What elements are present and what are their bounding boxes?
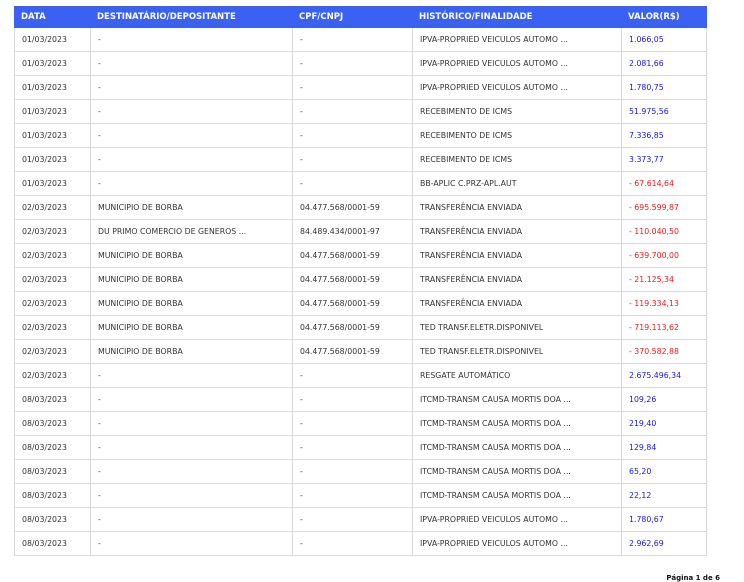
cpf-cnpj-cell: 04.477.568/0001-59 xyxy=(292,292,412,315)
header-recipient: DESTINATÁRIO/DEPOSITANTE xyxy=(97,12,236,22)
date-cell: 08/03/2023 xyxy=(14,436,90,459)
history-cell: ITCMD-TRANSM CAUSA MORTIS DOA ... xyxy=(412,412,621,435)
cpf-cnpj-cell: 04.477.568/0001-59 xyxy=(292,316,412,339)
table-row xyxy=(14,292,707,316)
history-cell: TRANSFERÊNCIA ENVIADA xyxy=(412,220,621,243)
history-cell: TRANSFERÊNCIA ENVIADA xyxy=(412,292,621,315)
history-cell: TRANSFERÊNCIA ENVIADA xyxy=(412,244,621,267)
table-row xyxy=(14,364,707,388)
date-cell: 02/03/2023 xyxy=(14,316,90,339)
recipient-cell: DU PRIMO COMERCIO DE GENEROS ... xyxy=(90,220,292,243)
header-history: HISTÓRICO/FINALIDADE xyxy=(419,12,533,22)
date-cell: 08/03/2023 xyxy=(14,388,90,411)
cpf-cnpj-cell: - xyxy=(292,148,412,171)
value-cell: - 119.334,13 xyxy=(621,292,707,315)
cpf-cnpj-cell: - xyxy=(292,460,412,483)
table-row xyxy=(14,460,707,484)
recipient-cell: MUNICIPIO DE BORBA xyxy=(90,316,292,339)
table-row xyxy=(14,100,707,124)
table-row xyxy=(14,28,707,52)
date-cell: 01/03/2023 xyxy=(14,28,90,51)
history-cell: TRANSFERÊNCIA ENVIADA xyxy=(412,268,621,291)
cpf-cnpj-cell: 04.477.568/0001-59 xyxy=(292,196,412,219)
date-cell: 01/03/2023 xyxy=(14,148,90,171)
cpf-cnpj-cell: - xyxy=(292,484,412,507)
date-cell: 02/03/2023 xyxy=(14,292,90,315)
header-date: DATA xyxy=(21,12,46,22)
recipient-cell: - xyxy=(90,532,292,555)
cpf-cnpj-cell: - xyxy=(292,388,412,411)
table-row xyxy=(14,532,707,556)
table-row xyxy=(14,220,707,244)
value-cell: - 21.125,34 xyxy=(621,268,707,291)
cpf-cnpj-cell: - xyxy=(292,436,412,459)
header-value: VALOR(R$) xyxy=(628,12,680,22)
value-cell: - 695.599,87 xyxy=(621,196,707,219)
history-cell: IPVA-PROPRIED VEICULOS AUTOMO ... xyxy=(412,76,621,99)
history-cell: TED TRANSF.ELETR.DISPONIVEL xyxy=(412,340,621,363)
table-row xyxy=(14,244,707,268)
history-cell: BB-APLIC C.PRZ-APL.AUT xyxy=(412,172,621,195)
recipient-cell: MUNICIPIO DE BORBA xyxy=(90,340,292,363)
cpf-cnpj-cell: 04.477.568/0001-59 xyxy=(292,340,412,363)
history-cell: TRANSFERÊNCIA ENVIADA xyxy=(412,196,621,219)
table-row xyxy=(14,436,707,460)
value-cell: 22,12 xyxy=(621,484,707,507)
recipient-cell: MUNICIPIO DE BORBA xyxy=(90,196,292,219)
history-cell: IPVA-PROPRIED VEICULOS AUTOMO ... xyxy=(412,532,621,555)
table-body xyxy=(14,28,707,556)
value-cell: 109,26 xyxy=(621,388,707,411)
value-cell: 7.336,85 xyxy=(621,124,707,147)
history-cell: RECEBIMENTO DE ICMS xyxy=(412,148,621,171)
value-cell: - 639.700,00 xyxy=(621,244,707,267)
cpf-cnpj-cell: - xyxy=(292,76,412,99)
value-cell: 129,84 xyxy=(621,436,707,459)
date-cell: 01/03/2023 xyxy=(14,172,90,195)
recipient-cell: - xyxy=(90,124,292,147)
recipient-cell: - xyxy=(90,436,292,459)
cpf-cnpj-cell: - xyxy=(292,364,412,387)
cpf-cnpj-cell: - xyxy=(292,412,412,435)
table-row xyxy=(14,316,707,340)
table-row xyxy=(14,196,707,220)
date-cell: 02/03/2023 xyxy=(14,268,90,291)
value-cell: 51.975,56 xyxy=(621,100,707,123)
page-indicator: Página 1 de 6 xyxy=(666,574,720,582)
table-row xyxy=(14,484,707,508)
recipient-cell: - xyxy=(90,412,292,435)
value-cell: 1.780,67 xyxy=(621,508,707,531)
date-cell: 01/03/2023 xyxy=(14,124,90,147)
recipient-cell: - xyxy=(90,508,292,531)
date-cell: 01/03/2023 xyxy=(14,76,90,99)
value-cell: 1.780,75 xyxy=(621,76,707,99)
value-cell: 1.066,05 xyxy=(621,28,707,51)
table-row xyxy=(14,412,707,436)
date-cell: 08/03/2023 xyxy=(14,460,90,483)
recipient-cell: - xyxy=(90,172,292,195)
recipient-cell: - xyxy=(90,388,292,411)
date-cell: 01/03/2023 xyxy=(14,52,90,75)
header-cpf-cnpj: CPF/CNPJ xyxy=(299,12,344,22)
date-cell: 08/03/2023 xyxy=(14,532,90,555)
recipient-cell: MUNICIPIO DE BORBA xyxy=(90,244,292,267)
date-cell: 02/03/2023 xyxy=(14,196,90,219)
date-cell: 02/03/2023 xyxy=(14,244,90,267)
table-row xyxy=(14,340,707,364)
history-cell: ITCMD-TRANSM CAUSA MORTIS DOA ... xyxy=(412,436,621,459)
value-cell: 2.675.496,34 xyxy=(621,364,707,387)
history-cell: ITCMD-TRANSM CAUSA MORTIS DOA ... xyxy=(412,388,621,411)
cpf-cnpj-cell: - xyxy=(292,532,412,555)
table-row xyxy=(14,52,707,76)
history-cell: IPVA-PROPRIED VEICULOS AUTOMO ... xyxy=(412,52,621,75)
cpf-cnpj-cell: - xyxy=(292,172,412,195)
transactions-table xyxy=(14,6,707,556)
history-cell: TED TRANSF.ELETR.DISPONIVEL xyxy=(412,316,621,339)
date-cell: 01/03/2023 xyxy=(14,100,90,123)
cpf-cnpj-cell: 04.477.568/0001-59 xyxy=(292,268,412,291)
history-cell: IPVA-PROPRIED VEICULOS AUTOMO ... xyxy=(412,508,621,531)
value-cell: - 719.113,62 xyxy=(621,316,707,339)
value-cell: 219,40 xyxy=(621,412,707,435)
table-header xyxy=(14,6,707,28)
date-cell: 08/03/2023 xyxy=(14,508,90,531)
history-cell: IPVA-PROPRIED VEICULOS AUTOMO ... xyxy=(412,28,621,51)
recipient-cell: - xyxy=(90,364,292,387)
date-cell: 08/03/2023 xyxy=(14,484,90,507)
history-cell: RECEBIMENTO DE ICMS xyxy=(412,124,621,147)
date-cell: 02/03/2023 xyxy=(14,340,90,363)
value-cell: - 110.040,50 xyxy=(621,220,707,243)
history-cell: RECEBIMENTO DE ICMS xyxy=(412,100,621,123)
recipient-cell: - xyxy=(90,100,292,123)
cpf-cnpj-cell: - xyxy=(292,508,412,531)
recipient-cell: MUNICIPIO DE BORBA xyxy=(90,292,292,315)
value-cell: 2.081,66 xyxy=(621,52,707,75)
recipient-cell: - xyxy=(90,52,292,75)
recipient-cell: - xyxy=(90,76,292,99)
date-cell: 02/03/2023 xyxy=(14,220,90,243)
cpf-cnpj-cell: 84.489.434/0001-97 xyxy=(292,220,412,243)
history-cell: ITCMD-TRANSM CAUSA MORTIS DOA ... xyxy=(412,484,621,507)
recipient-cell: MUNICIPIO DE BORBA xyxy=(90,268,292,291)
value-cell: - 370.582,88 xyxy=(621,340,707,363)
value-cell: 2.962,69 xyxy=(621,532,707,555)
value-cell: 65,20 xyxy=(621,460,707,483)
table-row xyxy=(14,124,707,148)
recipient-cell: - xyxy=(90,28,292,51)
date-cell: 02/03/2023 xyxy=(14,364,90,387)
recipient-cell: - xyxy=(90,148,292,171)
table-row xyxy=(14,388,707,412)
value-cell: 3.373,77 xyxy=(621,148,707,171)
cpf-cnpj-cell: 04.477.568/0001-59 xyxy=(292,244,412,267)
cpf-cnpj-cell: - xyxy=(292,52,412,75)
cpf-cnpj-cell: - xyxy=(292,100,412,123)
table-row xyxy=(14,172,707,196)
table-row xyxy=(14,76,707,100)
history-cell: ITCMD-TRANSM CAUSA MORTIS DOA ... xyxy=(412,460,621,483)
table-row xyxy=(14,268,707,292)
cpf-cnpj-cell: - xyxy=(292,28,412,51)
recipient-cell: - xyxy=(90,460,292,483)
value-cell: - 67.614,64 xyxy=(621,172,707,195)
table-row xyxy=(14,508,707,532)
recipient-cell: - xyxy=(90,484,292,507)
history-cell: RESGATE AUTOMÁTICO xyxy=(412,364,621,387)
cpf-cnpj-cell: - xyxy=(292,124,412,147)
date-cell: 08/03/2023 xyxy=(14,412,90,435)
table-row xyxy=(14,148,707,172)
